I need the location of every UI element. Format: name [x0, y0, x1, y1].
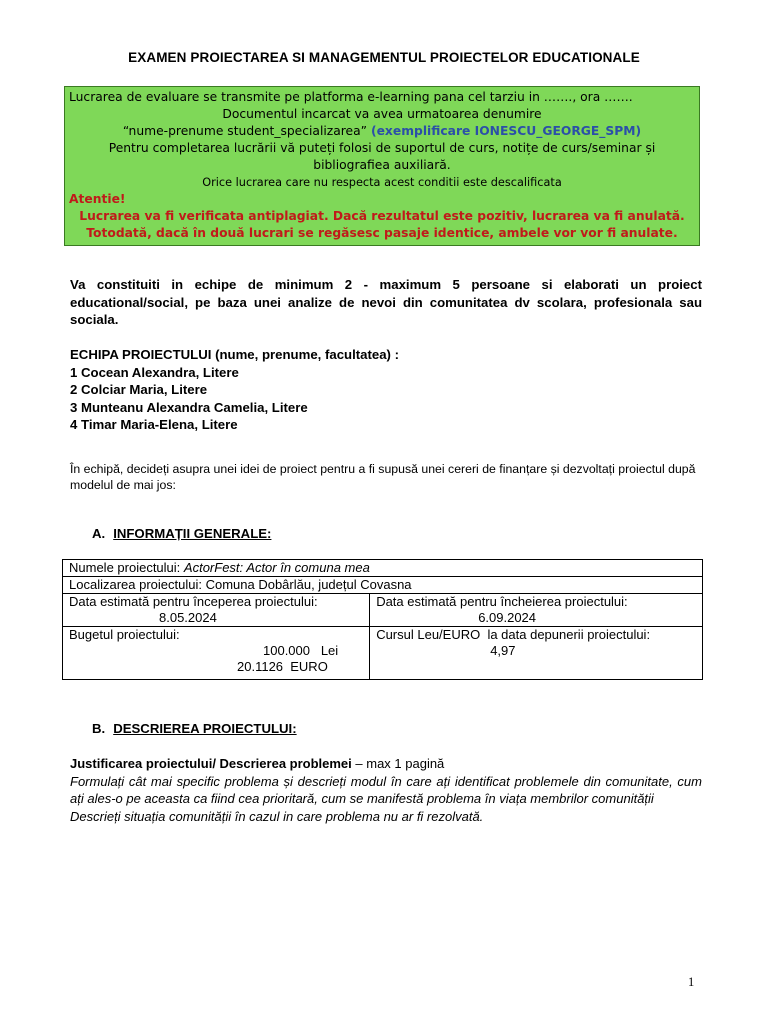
- team-member: 2 Colciar Maria, Litere: [70, 382, 208, 398]
- section-title: INFORMAȚII GENERALE:: [113, 526, 272, 541]
- page-number: 1: [688, 975, 695, 989]
- end-date-cell: [370, 594, 703, 627]
- intro-paragraph: Va constituiti in echipe de minimum 2 - maximum 5 persoane si elaborati un proiect educational/social, pe baza unei analize de nevoi din comunitatea dv scolara, profesionala sau sociala.: [70, 277, 702, 327]
- notice-line: [65, 123, 699, 140]
- notice-line: Lucrarea de evaluare se transmite pe platforma e-learning pana cel tarziu in ……., ora …….: [69, 90, 633, 104]
- project-name-label: Numele proiectului:: [69, 560, 181, 575]
- exchange-rate-label: Cursul Leu/EURO la data depunerii proiectului:: [376, 627, 651, 642]
- exchange-rate-cell: [370, 627, 703, 680]
- filename-example: (exemplificare IONESCU_GEORGE_SPM): [370, 124, 642, 138]
- attention-label: Atentie!: [69, 192, 126, 206]
- start-date-label: Data estimată pentru începerea proiectului:: [69, 594, 318, 609]
- budget-lei: 100.000 Lei: [263, 643, 339, 658]
- justification-block: [70, 755, 702, 825]
- notice-box: [64, 86, 700, 246]
- notice-line: Pentru completarea lucrării vă puteți folosi de suportul de curs, notițe de curs/seminar și: [108, 141, 656, 155]
- justification-paragraph: Descrieți situația comunității în cazul in care problema nu ar fi rezolvată.: [70, 808, 484, 824]
- team-header: ECHIPA PROIECTULUI (nume, prenume, facultatea) :: [70, 347, 399, 362]
- section-b-heading: [92, 721, 297, 736]
- notice-line: Orice lucrarea care nu respecta acest conditii este descalificata: [202, 176, 562, 189]
- budget-euro: 20.1126 EURO: [237, 659, 328, 674]
- end-date-value: 6.09.2024: [478, 610, 537, 625]
- duplicate-warning: Totodată, dacă în două lucrari se regăsesc pasaje identice, ambele vor vor fi anulate.: [86, 226, 678, 240]
- justification-note: – max 1 pagină: [351, 756, 445, 771]
- team-member: 4 Timar Maria-Elena, Litere: [70, 417, 238, 433]
- team-member: 3 Munteanu Alexandra Camelia, Litere: [70, 399, 308, 415]
- budget-cell: [63, 627, 370, 680]
- instruction-paragraph: În echipă, decideți asupra unei idei de proiect pentru a fi supusă unei cereri de finanțare și dezvoltați proiectul după modelul de mai jos:: [70, 462, 696, 492]
- general-info-table: [62, 559, 703, 680]
- budget-label: Bugetul proiectului:: [69, 627, 180, 642]
- project-name-cell: [63, 560, 703, 577]
- project-name-value: ActorFest: Actor în comuna mea: [183, 560, 370, 575]
- justification-header: Justificarea proiectului/ Descrierea problemei: [70, 756, 352, 771]
- notice-line: bibliografiea auxiliară.: [313, 158, 451, 172]
- section-letter: A.: [92, 526, 106, 541]
- filename-format: “nume-prenume student_specializarea”: [122, 124, 368, 138]
- exchange-rate-value: 4,97: [490, 643, 516, 658]
- notice-line: Documentul incarcat va avea urmatoarea denumire: [222, 107, 542, 121]
- project-team: [70, 346, 399, 434]
- start-date-value: 8.05.2024: [159, 610, 217, 625]
- section-a-heading: [92, 526, 271, 541]
- plagiarism-warning: Lucrarea va fi verificata antiplagiat. Dacă rezultatul este pozitiv, lucrarea va fi anulată.: [79, 209, 685, 223]
- document-title: EXAMEN PROIECTAREA SI MANAGEMENTUL PROIECTELOR EDUCATIONALE: [128, 50, 640, 65]
- section-title: DESCRIEREA PROIECTULUI:: [113, 721, 297, 736]
- project-location-cell: Localizarea proiectului: Comuna Dobârlău, județul Covasna: [63, 577, 703, 594]
- end-date-label: Data estimată pentru încheierea proiectului:: [376, 594, 628, 609]
- team-member: 1 Cocean Alexandra, Litere: [70, 364, 239, 380]
- start-date-cell: [63, 594, 370, 627]
- justification-paragraph: Formulați cât mai specific problema și descrieți modul în care ați identificat problemele din comunitate, cum ați ales-o pe aceasta ca fiind cea prioritară, cum se manifestă problema în viața membrilor comunității: [70, 773, 702, 806]
- section-letter: B.: [92, 721, 106, 736]
